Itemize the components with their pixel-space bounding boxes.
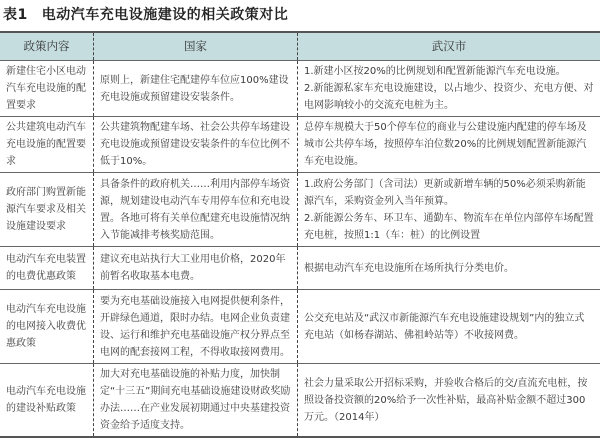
table-caption: 电动汽车充电设施建设的相关政策对比 [42, 7, 289, 23]
wuhan-item: 2.新能源公务车、环卫车、通勤车、物流车在单位内部停车场配置充电桩，按照1:1（车：桩）的比例设置 [304, 210, 594, 244]
header-row [0, 32, 600, 61]
national-cell: 具备条件的政府机关……利用内部停车场资源，规划建设电动汽车专用停车位和充电设置。各地可将有关单位配建充电设施情况纳入节能减排考核奖励范围。 [94, 173, 298, 247]
wuhan-cell [298, 117, 600, 173]
national-cell: 建议充电站执行大工业用电价格，2020年前暂名收取基本电费。 [94, 247, 298, 290]
national-cell: 原则上，新建住宅配建停车位应100%建设充电设施或预留建设安装条件。 [94, 61, 298, 117]
table-title [3, 4, 288, 24]
table-row [0, 173, 600, 247]
header-national: 国家 [94, 32, 298, 61]
wuhan-item: 公交充电站及“武汉市新能源汽车充电设施建设规划”内的独立式充电站（如杨春湖站、佛祖岭站等）不收接网费。 [304, 310, 594, 344]
policy-cell: 政府部门购置新能源汽车要求及相关设施建设要求 [0, 173, 94, 247]
wuhan-cell [298, 173, 600, 247]
wuhan-cell [298, 247, 600, 290]
policy-cell: 公共建筑电动汽车充电设施的配置要求 [0, 117, 94, 173]
table-number: 表1 [3, 7, 28, 23]
wuhan-item: 2.新能源私家车充电设施建设，以占地少、投资少、充电方便、对电网影响较小的交流充电桩为主。 [304, 80, 594, 114]
policy-comparison-table [0, 31, 600, 438]
national-cell: 加大对充电基础设施的补贴力度，加快制定“十三五”期间充电基础设施建设财政奖励办法……在产业发展初期通过中央基建投资资金给予适度支持。 [94, 364, 298, 438]
policy-cell: 电动汽车充电设施的电网接入收费优惠政策 [0, 290, 94, 364]
wuhan-item: 社会力量采取公开招标采购，并验收合格后的交/直流充电桩，按照设备投资额的20%给予一次性补贴，最高补贴金额不超过300万元。（2014年） [304, 375, 594, 426]
wuhan-item: 总停车规模大于50个停车位的商业与公建设施内配建的停车场及城市公共停车场，按照停车泊位数20%的比例规划配置新能源汽车充电设施。 [304, 119, 594, 170]
table-row [0, 364, 600, 438]
wuhan-item: 1.政府公务部门（含司法）更新或新增车辆的50%必须采购新能源汽车，采购资金列入当年预算。 [304, 176, 594, 210]
header-wuhan: 武汉市 [298, 32, 600, 61]
policy-cell: 电动汽车充电装置的电费优惠政策 [0, 247, 94, 290]
policy-cell: 新建住宅小区电动汽车充电设施的配置要求 [0, 61, 94, 117]
wuhan-cell [298, 364, 600, 438]
wuhan-cell [298, 61, 600, 117]
national-cell: 要为充电基础设施接入电网提供便利条件，开辟绿色通道，限时办结。电网企业负责建设、运行和维护充电基础设施产权分界点至电网的配套接网工程，不得收取接网费用。 [94, 290, 298, 364]
table-row [0, 61, 600, 117]
table-row [0, 247, 600, 290]
header-policy: 政策内容 [0, 32, 94, 61]
table-row [0, 290, 600, 364]
table-row [0, 117, 600, 173]
wuhan-cell [298, 290, 600, 364]
policy-cell: 电动汽车充电设施的建设补贴政策 [0, 364, 94, 438]
wuhan-item: 1.新建小区按20%的比例规划和配置新能源汽车充电设施。 [304, 63, 594, 80]
national-cell: 公共建筑物配建车场、社会公共停车场建设充电设施或预留建设安装条件的车位比例不低于10%。 [94, 117, 298, 173]
wuhan-item: 根据电动汽车充电设施所在场所执行分类电价。 [304, 260, 594, 277]
